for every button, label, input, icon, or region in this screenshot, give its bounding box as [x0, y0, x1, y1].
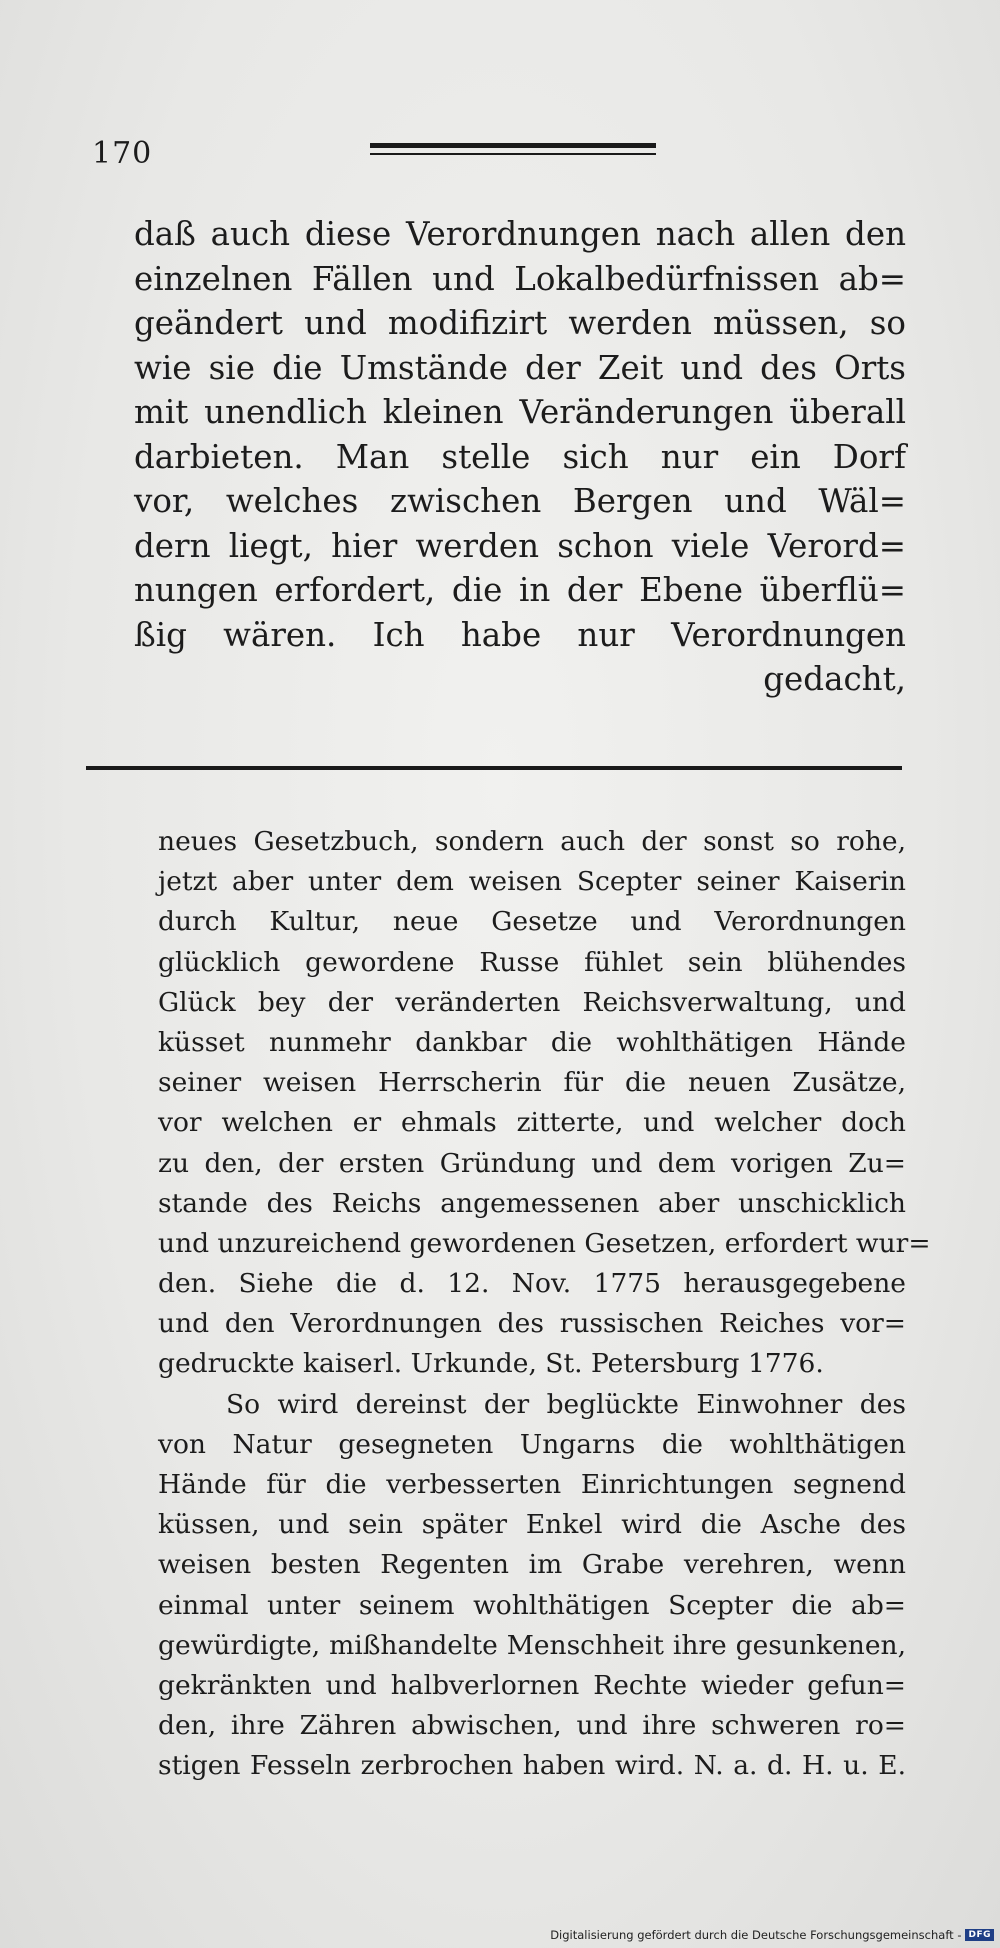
footnote-line: den, ihre Zähren abwischen, und ihre schweren ro= — [158, 1710, 906, 1742]
dfg-logo-icon: DFG — [965, 1929, 994, 1941]
digitization-credit — [550, 1928, 994, 1942]
footnote-line: seiner weisen Herrscherin für die neuen Zusätze, — [158, 1067, 906, 1099]
footnote-line: durch Kultur, neue Gesetze und Verordnungen — [158, 906, 906, 938]
footnote-line: den. Siehe die d. 12. Nov. 1775 herausgegebene — [158, 1268, 906, 1300]
footnote — [158, 822, 931, 1787]
credit-text: Digitalisierung gefördert durch die Deutsche Forschungsgemeinschaft - — [550, 1928, 962, 1942]
footnote-line: neues Gesetzbuch, sondern auch der sonst so rohe, — [158, 826, 906, 857]
main-text-line: wie sie die Umstände der Zeit und des Orts — [134, 348, 906, 387]
footnote-line: glücklich gewordene Russe fühlet sein blühendes — [158, 946, 906, 978]
footnote-line: stande des Reichs angemessenen aber unschicklich — [158, 1187, 906, 1219]
footnote-rule — [86, 766, 902, 770]
main-text-line: dern liegt, hier werden schon viele Verord= — [134, 526, 906, 565]
main-text-line: mit unendlich kleinen Veränderungen überall — [134, 393, 906, 431]
footnote-line: vor welchen er ehmals zitterte, und welcher doch — [158, 1107, 906, 1139]
footnote-line: weisen besten Regenten im Grabe verehren, wenn — [158, 1549, 906, 1581]
footnote-line: und den Verordnungen des russischen Reiches vor= — [158, 1308, 906, 1340]
footnote-paragraph-start: So wird dereinst der beglückte Einwohner des — [226, 1388, 906, 1420]
main-text-line: vor, welches zwischen Bergen und Wäl= — [134, 482, 906, 520]
footnote-line: Glück bey der veränderten Reichsverwaltung, und — [158, 986, 906, 1018]
footnote-line: und unzureichend gewordenen Gesetzen, erfordert wur= — [158, 1227, 931, 1259]
footnote-line: gedruckte kaiserl. Urkunde, St. Petersburg 1776. — [158, 1348, 824, 1380]
catchword: gedacht, — [763, 660, 906, 698]
main-text-line: geändert und modifizirt werden müssen, so — [134, 304, 906, 342]
footnote-line: küsset nunmehr dankbar die wohlthätigen Hände — [158, 1026, 906, 1058]
footnote-line: gekränkten und halbverlornen Rechte wieder gefun= — [158, 1669, 906, 1701]
footnote-line: einmal unter seinem wohlthätigen Scepter die ab= — [158, 1589, 906, 1621]
footnote-line: küssen, und sein später Enkel wird die Asche des — [158, 1509, 906, 1541]
footnote-line: Hände für die verbesserten Einrichtungen segnend — [158, 1469, 906, 1500]
main-text-line: ßig wären. Ich habe nur Verordnungen — [134, 615, 906, 654]
footnote-line: jetzt aber unter dem weisen Scepter seiner Kaiserin — [158, 866, 906, 898]
main-text — [134, 212, 906, 702]
main-text-line: daß auch diese Verordnungen nach allen den — [134, 215, 906, 253]
header-rule — [370, 143, 656, 148]
footnote-line: zu den, der ersten Gründung und dem vorigen Zu= — [158, 1147, 906, 1179]
page-number: 170 — [92, 136, 153, 171]
main-text-line: darbieten. Man stelle sich nur ein Dorf — [134, 437, 906, 476]
footnote-line: stigen Fesseln zerbrochen haben wird. N. a. d. H. u. E. — [158, 1750, 906, 1782]
footnote-line: von Natur gesegneten Ungarns die wohlthätigen — [158, 1428, 906, 1460]
main-text-line: nungen erfordert, die in der Ebene überflü= — [134, 571, 906, 609]
footnote-line: gewürdigte, mißhandelte Menschheit ihre gesunkenen, — [158, 1629, 906, 1661]
main-text-line: einzelnen Fällen und Lokalbedürfnissen ab= — [134, 259, 906, 298]
